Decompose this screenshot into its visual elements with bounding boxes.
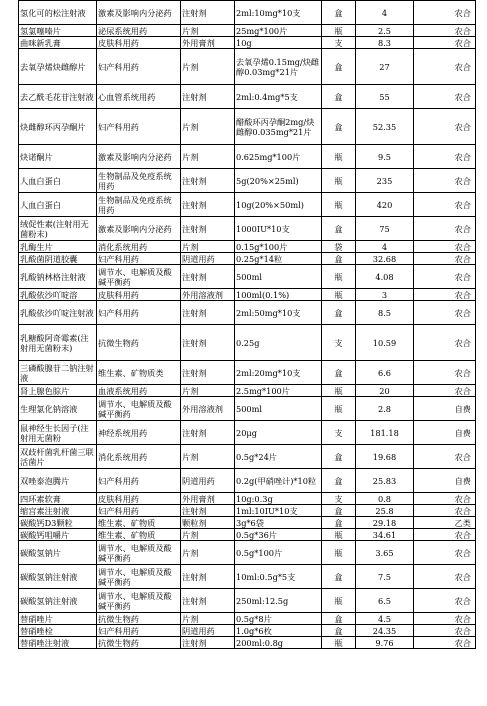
table-row [19, 217, 476, 241]
price-cell: 75 [356, 217, 414, 241]
table-row [19, 589, 476, 613]
specification-cell: 0.15g*100片 [235, 241, 322, 253]
insurance-type-cell: 农合 [414, 109, 476, 145]
table-row [19, 25, 476, 37]
insurance-type-cell: 自费 [414, 421, 476, 445]
specification-cell: 1ml:10IU*10支 [235, 505, 322, 517]
dosage-form-cell: 外用膏剂 [181, 493, 235, 505]
category-cell: 调节水、电解质及酸碱平衡药 [97, 265, 181, 289]
specification-cell: 2ml:20mg*10支 [235, 361, 322, 385]
insurance-type-cell: 农合 [414, 145, 476, 169]
drug-name-cell: 乳糖酸阿奇霉素(注射用无菌粉末) [19, 325, 97, 361]
unit-cell: 瓶 [322, 145, 356, 169]
table-row [19, 169, 476, 193]
table-row [19, 529, 476, 541]
drug-name-cell: 乳酸钠林格注射液 [19, 265, 97, 289]
unit-cell: 盒 [322, 613, 356, 625]
unit-cell: 瓶 [322, 193, 356, 217]
specification-cell: 500ml [235, 265, 322, 289]
specification-cell: 25mg*100片 [235, 25, 322, 37]
drug-name-cell: 碳酸钙D3颗粒 [19, 517, 97, 529]
drug-name-cell: 绒促性素(注射用无菌粉末) [19, 217, 97, 241]
category-cell: 妇产科用药 [97, 301, 181, 325]
dosage-form-cell: 外用膏剂 [181, 37, 235, 49]
category-cell: 调节水、电解质及酸碱平衡药 [97, 397, 181, 421]
dosage-form-cell: 片剂 [181, 241, 235, 253]
dosage-form-cell: 注射剂 [181, 637, 235, 649]
table-row [19, 625, 476, 637]
dosage-form-cell: 注射剂 [181, 301, 235, 325]
dosage-form-cell: 外用溶液剂 [181, 289, 235, 301]
table-row [19, 421, 476, 445]
dosage-form-cell: 外用溶液剂 [181, 397, 235, 421]
unit-cell: 盒 [322, 565, 356, 589]
category-cell: 抗微生物药 [97, 325, 181, 361]
price-cell: 2.8 [356, 397, 414, 421]
price-cell: 7.5 [356, 565, 414, 589]
specification-cell: 0.625mg*100片 [235, 145, 322, 169]
dosage-form-cell: 注射剂 [181, 361, 235, 385]
drug-name-cell: 去乙酰毛花苷注射液 [19, 85, 97, 109]
unit-cell: 盒 [322, 361, 356, 385]
unit-cell: 瓶 [322, 289, 356, 301]
table-row [19, 37, 476, 49]
category-cell: 妇产科用药 [97, 109, 181, 145]
price-cell: 6.6 [356, 361, 414, 385]
drug-name-cell: 替硝唑片 [19, 613, 97, 625]
unit-cell: 盒 [322, 1, 356, 25]
dosage-form-cell: 注射剂 [181, 265, 235, 289]
dosage-form-cell: 片剂 [181, 445, 235, 469]
insurance-type-cell: 农合 [414, 613, 476, 625]
drug-name-cell: 炔诺酮片 [19, 145, 97, 169]
price-cell: 25.83 [356, 469, 414, 493]
price-cell: 19.68 [356, 445, 414, 469]
dosage-form-cell: 注射剂 [181, 217, 235, 241]
price-cell: 9.76 [356, 637, 414, 649]
specification-cell: 2ml:10mg*10支 [235, 1, 322, 25]
unit-cell: 盒 [322, 217, 356, 241]
dosage-form-cell: 颗粒剂 [181, 517, 235, 529]
table-row [19, 145, 476, 169]
dosage-form-cell: 注射剂 [181, 193, 235, 217]
insurance-type-cell: 农合 [414, 85, 476, 109]
price-cell: 3.65 [356, 541, 414, 565]
drug-table-body [19, 1, 476, 649]
drug-name-cell: 鼠神经生长因子(注射用无菌粉 [19, 421, 97, 445]
insurance-type-cell: 农合 [414, 301, 476, 325]
unit-cell: 盒 [322, 517, 356, 529]
drug-name-cell: 乳酸菌阴道胶囊 [19, 253, 97, 265]
specification-cell: 去氧孕烯0.15mg/炔雌醇0.03mg*21片 [235, 49, 322, 85]
price-cell: 25.8 [356, 505, 414, 517]
price-cell: 8.5 [356, 301, 414, 325]
specification-cell: 3g*6袋 [235, 517, 322, 529]
unit-cell: 瓶 [322, 637, 356, 649]
drug-name-cell: 碳酸钙咀嚼片 [19, 529, 97, 541]
category-cell: 皮肤科用药 [97, 289, 181, 301]
unit-cell: 盒 [322, 109, 356, 145]
category-cell: 妇产科用药 [97, 625, 181, 637]
unit-cell: 盒 [322, 625, 356, 637]
dosage-form-cell: 片剂 [181, 613, 235, 625]
insurance-type-cell: 农合 [414, 169, 476, 193]
category-cell: 心血管系统用药 [97, 85, 181, 109]
category-cell: 生物制品及免疫系统用药 [97, 169, 181, 193]
drug-name-cell: 三磷酸腺苷二钠注射液 [19, 361, 97, 385]
insurance-type-cell: 农合 [414, 625, 476, 637]
insurance-type-cell: 农合 [414, 37, 476, 49]
category-cell: 调节水、电解质及酸碱平衡药 [97, 589, 181, 613]
price-cell: 4 [356, 1, 414, 25]
drug-name-cell: 双歧杆菌乳杆菌三联活菌片 [19, 445, 97, 469]
specification-cell: 10g(20%×50ml) [235, 193, 322, 217]
category-cell: 消化系统用药 [97, 241, 181, 253]
drug-name-cell: 双唑泰泡腾片 [19, 469, 97, 493]
drug-name-cell: 肾上腺色腙片 [19, 385, 97, 397]
drug-name-cell: 替硝唑栓 [19, 625, 97, 637]
insurance-type-cell: 农合 [414, 1, 476, 25]
unit-cell: 瓶 [322, 541, 356, 565]
unit-cell: 盒 [322, 253, 356, 265]
unit-cell: 支 [322, 325, 356, 361]
unit-cell: 袋 [322, 241, 356, 253]
category-cell: 维生素、矿物质 [97, 517, 181, 529]
specification-cell: 20μg [235, 421, 322, 445]
unit-cell: 支 [322, 37, 356, 49]
insurance-type-cell: 农合 [414, 493, 476, 505]
table-row [19, 613, 476, 625]
price-cell: 6.5 [356, 589, 414, 613]
table-row [19, 265, 476, 289]
specification-cell: 5g(20%×25ml) [235, 169, 322, 193]
category-cell: 激素及影响内分泌药 [97, 1, 181, 25]
price-cell: 8.3 [356, 37, 414, 49]
unit-cell: 瓶 [322, 25, 356, 37]
table-row [19, 445, 476, 469]
specification-cell: 0.5g*8片 [235, 613, 322, 625]
table-row [19, 517, 476, 529]
insurance-type-cell: 自费 [414, 397, 476, 421]
table-row [19, 193, 476, 217]
dosage-form-cell: 片剂 [181, 109, 235, 145]
drug-name-cell: 乳酸依沙吖啶注射液 [19, 301, 97, 325]
category-cell: 调节水、电解质及酸碱平衡药 [97, 565, 181, 589]
specification-cell: 250ml:12.5g [235, 589, 322, 613]
unit-cell: 瓶 [322, 397, 356, 421]
drug-price-sheet [18, 0, 475, 649]
specification-cell: 0.5g*24片 [235, 445, 322, 469]
drug-name-cell: 四环素软膏 [19, 493, 97, 505]
drug-name-cell: 曲咪新乳膏 [19, 37, 97, 49]
specification-cell: 200ml:0.8g [235, 637, 322, 649]
specification-cell: 500ml [235, 397, 322, 421]
table-row [19, 565, 476, 589]
table-row [19, 289, 476, 301]
drug-name-cell: 乳酶生片 [19, 241, 97, 253]
specification-cell: 2ml:0.4mg*5支 [235, 85, 322, 109]
drug-name-cell: 人血白蛋白 [19, 193, 97, 217]
table-row [19, 637, 476, 649]
unit-cell: 盒 [322, 469, 356, 493]
specification-cell: 10g [235, 37, 322, 49]
insurance-type-cell: 农合 [414, 193, 476, 217]
unit-cell: 瓶 [322, 589, 356, 613]
dosage-form-cell: 阴道用药 [181, 253, 235, 265]
category-cell: 血液系统用药 [97, 385, 181, 397]
table-row [19, 241, 476, 253]
category-cell: 妇产科用药 [97, 253, 181, 265]
dosage-form-cell: 阴道用药 [181, 625, 235, 637]
table-row [19, 493, 476, 505]
insurance-type-cell: 农合 [414, 217, 476, 241]
specification-cell: 100ml(0.1%) [235, 289, 322, 301]
price-cell: 55 [356, 85, 414, 109]
dosage-form-cell: 注射剂 [181, 589, 235, 613]
insurance-type-cell: 农合 [414, 265, 476, 289]
price-cell: 4 [356, 241, 414, 253]
price-cell: 3 [356, 289, 414, 301]
dosage-form-cell: 片剂 [181, 145, 235, 169]
category-cell: 妇产科用药 [97, 469, 181, 493]
table-row [19, 541, 476, 565]
drug-name-cell: 乳酸依沙吖啶溶 [19, 289, 97, 301]
category-cell: 激素及影响内分泌药 [97, 217, 181, 241]
drug-name-cell: 缩宫素注射液 [19, 505, 97, 517]
dosage-form-cell: 注射剂 [181, 565, 235, 589]
specification-cell: 0.25g*14粒 [235, 253, 322, 265]
insurance-type-cell: 农合 [414, 361, 476, 385]
price-cell: 29.18 [356, 517, 414, 529]
unit-cell: 瓶 [322, 169, 356, 193]
drug-name-cell: 去氧孕烯炔雌醇片 [19, 49, 97, 85]
price-cell: 9.5 [356, 145, 414, 169]
category-cell: 抗微生物药 [97, 637, 181, 649]
specification-cell: 0.2g(甲硝唑计)*10粒 [235, 469, 322, 493]
unit-cell: 支 [322, 421, 356, 445]
insurance-type-cell: 农合 [414, 325, 476, 361]
drug-table [18, 0, 476, 649]
table-row [19, 109, 476, 145]
price-cell: 34.61 [356, 529, 414, 541]
insurance-type-cell: 农合 [414, 541, 476, 565]
dosage-form-cell: 注射剂 [181, 505, 235, 517]
price-cell: 420 [356, 193, 414, 217]
insurance-type-cell: 乙类 [414, 517, 476, 529]
unit-cell: 瓶 [322, 385, 356, 397]
category-cell: 妇产科用药 [97, 49, 181, 85]
dosage-form-cell: 片剂 [181, 385, 235, 397]
table-row [19, 397, 476, 421]
specification-cell: 0.25g [235, 325, 322, 361]
price-cell: 32.68 [356, 253, 414, 265]
specification-cell: 1.0g*6枚 [235, 625, 322, 637]
unit-cell: 支 [322, 493, 356, 505]
table-row [19, 49, 476, 85]
specification-cell: 2ml:50mg*10支 [235, 301, 322, 325]
price-cell: 24.35 [356, 625, 414, 637]
insurance-type-cell: 农合 [414, 445, 476, 469]
price-cell: 27 [356, 49, 414, 85]
table-row [19, 253, 476, 265]
drug-name-cell: 生理氯化钠溶液 [19, 397, 97, 421]
table-row [19, 505, 476, 517]
category-cell: 维生素、矿物质 [97, 529, 181, 541]
category-cell: 皮肤科用药 [97, 493, 181, 505]
insurance-type-cell: 农合 [414, 241, 476, 253]
dosage-form-cell: 注射剂 [181, 325, 235, 361]
unit-cell: 盒 [322, 85, 356, 109]
category-cell: 维生素、矿物质类 [97, 361, 181, 385]
dosage-form-cell: 注射剂 [181, 85, 235, 109]
dosage-form-cell: 注射剂 [181, 1, 235, 25]
table-row [19, 85, 476, 109]
insurance-type-cell: 自费 [414, 469, 476, 493]
price-cell: 0.8 [356, 493, 414, 505]
insurance-type-cell: 农合 [414, 565, 476, 589]
dosage-form-cell: 片剂 [181, 529, 235, 541]
insurance-type-cell: 农合 [414, 589, 476, 613]
specification-cell: 2.5mg*100片 [235, 385, 322, 397]
specification-cell: 10g:0.3g [235, 493, 322, 505]
price-cell: 181.18 [356, 421, 414, 445]
insurance-type-cell: 农合 [414, 529, 476, 541]
insurance-type-cell: 农合 [414, 505, 476, 517]
specification-cell: 1000IU*10支 [235, 217, 322, 241]
dosage-form-cell: 注射剂 [181, 421, 235, 445]
unit-cell: 盒 [322, 49, 356, 85]
unit-cell: 盒 [322, 301, 356, 325]
dosage-form-cell: 片剂 [181, 49, 235, 85]
category-cell: 消化系统用药 [97, 445, 181, 469]
specification-cell: 0.5g*100片 [235, 541, 322, 565]
insurance-type-cell: 农合 [414, 289, 476, 301]
insurance-type-cell: 农合 [414, 637, 476, 649]
dosage-form-cell: 片剂 [181, 25, 235, 37]
drug-name-cell: 氢氯噻嗪片 [19, 25, 97, 37]
category-cell: 生物制品及免疫系统用药 [97, 193, 181, 217]
category-cell: 抗微生物药 [97, 613, 181, 625]
price-cell: 2.5 [356, 25, 414, 37]
unit-cell: 盒 [322, 445, 356, 469]
unit-cell: 瓶 [322, 529, 356, 541]
category-cell: 神经系统用药 [97, 421, 181, 445]
drug-name-cell: 碳酸氢钠片 [19, 541, 97, 565]
price-cell: 235 [356, 169, 414, 193]
specification-cell: 10ml:0.5g*5支 [235, 565, 322, 589]
drug-name-cell: 氢化可的松注射液 [19, 1, 97, 25]
drug-name-cell: 炔雌醇环丙孕酮片 [19, 109, 97, 145]
category-cell: 激素及影响内分泌药 [97, 145, 181, 169]
table-row [19, 361, 476, 385]
table-row [19, 1, 476, 25]
insurance-type-cell: 农合 [414, 49, 476, 85]
dosage-form-cell: 片剂 [181, 541, 235, 565]
price-cell: 20 [356, 385, 414, 397]
table-row [19, 385, 476, 397]
unit-cell: 盒 [322, 505, 356, 517]
category-cell: 皮肤科用药 [97, 37, 181, 49]
table-row [19, 469, 476, 493]
price-cell: 4.5 [356, 613, 414, 625]
insurance-type-cell: 农合 [414, 25, 476, 37]
category-cell: 调节水、电解质及酸碱平衡药 [97, 541, 181, 565]
unit-cell: 瓶 [322, 265, 356, 289]
drug-name-cell: 碳酸氢钠注射液 [19, 589, 97, 613]
category-cell: 妇产科用药 [97, 505, 181, 517]
dosage-form-cell: 注射剂 [181, 169, 235, 193]
drug-name-cell: 碳酸氢钠注射液 [19, 565, 97, 589]
table-row [19, 301, 476, 325]
table-row [19, 325, 476, 361]
insurance-type-cell: 农合 [414, 385, 476, 397]
dosage-form-cell: 阴道用药 [181, 469, 235, 493]
specification-cell: 0.5g*36片 [235, 529, 322, 541]
insurance-type-cell: 农合 [414, 253, 476, 265]
category-cell: 泌尿系统用药 [97, 25, 181, 37]
drug-name-cell: 替硝唑注射液 [19, 637, 97, 649]
price-cell: 4.08 [356, 265, 414, 289]
drug-name-cell: 人血白蛋白 [19, 169, 97, 193]
price-cell: 10.59 [356, 325, 414, 361]
specification-cell: 醋酸环丙孕酮2mg/炔雌醇0.035mg*21片 [235, 109, 322, 145]
price-cell: 52.35 [356, 109, 414, 145]
